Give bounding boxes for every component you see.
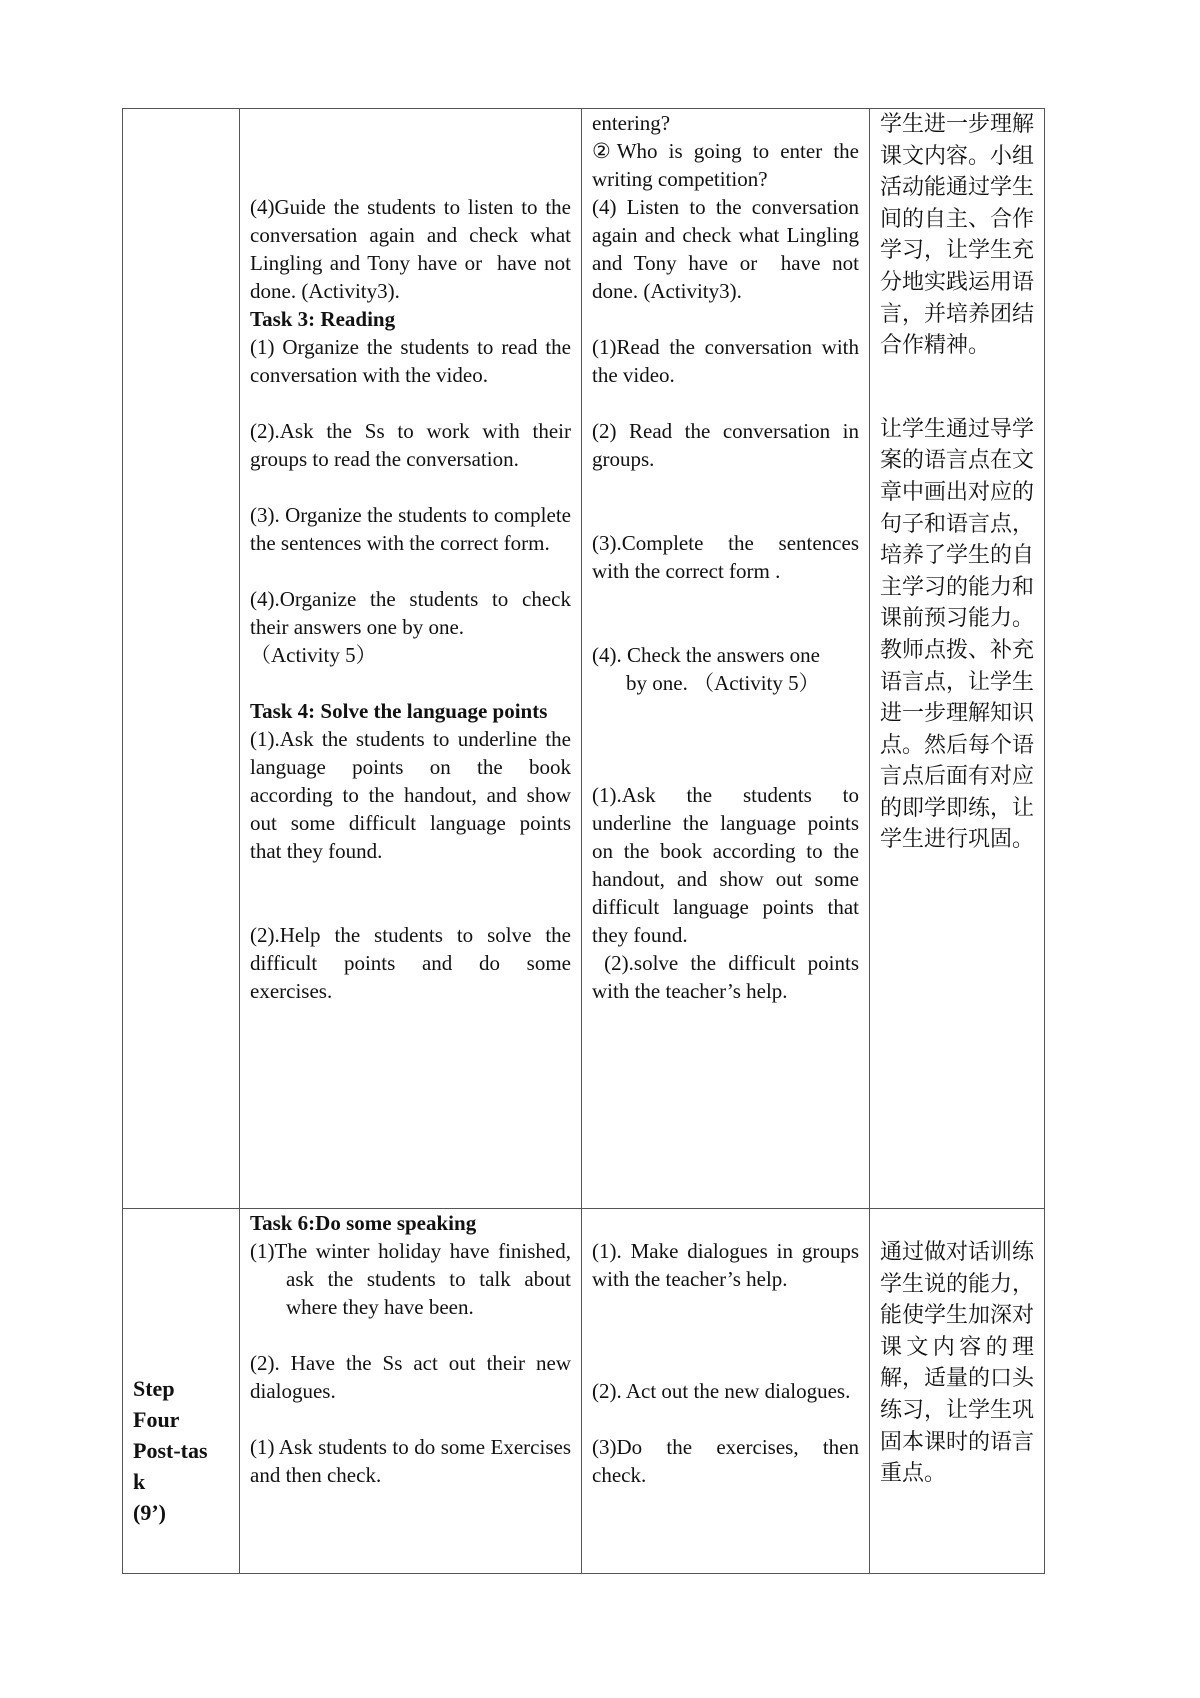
step-label-time: (9’) (133, 1500, 166, 1525)
student-do-exercises: (3)Do the exercises, then check. (592, 1435, 865, 1487)
student-who-question: ②Who is going to enter the writing competition? (592, 139, 865, 191)
student-solve-points: (2).solve the difficult points with the teacher’s help. (592, 951, 865, 1003)
student-listen-again: (4) Listen to the conversation again and check what Lingling and Tony have or have not done. (Activity3). (592, 195, 865, 303)
teacher-activity-cell (240, 109, 582, 1209)
teacher-activity-cell (240, 1209, 582, 1574)
task4-heading: Task 4: Solve the language points (250, 699, 548, 723)
student-act-out: (2). Act out the new dialogues. (592, 1379, 851, 1403)
student-read-video: (1)Read the conversation with the video. (592, 335, 865, 387)
teacher-solve-points: (2).Help the students to solve the difficult points and do some exercises. (250, 923, 577, 1003)
step-label-posttask: Post-tas (133, 1438, 208, 1463)
student-activity-cell (582, 109, 870, 1209)
student-activity-cell (582, 1209, 870, 1574)
step-cell (123, 1209, 240, 1574)
table-row (123, 109, 1045, 1209)
teacher-underline-points: (1).Ask the students to underline the language points on the book according to the handout, and show out some difficult language points that they found. (250, 727, 577, 863)
intent-cell (870, 1209, 1045, 1574)
task3-heading: Task 3: Reading (250, 307, 396, 331)
step-label-step: Step (133, 1376, 175, 1401)
step-label-k: k (133, 1469, 146, 1494)
step-label-four: Four (133, 1407, 180, 1432)
intent-cell (870, 109, 1045, 1209)
teacher-guide-listen: (4)Guide the students to listen to the conversation again and check what Lingling and Tony have or have not done. (Activity3). (250, 195, 577, 303)
teacher-organize-read: (1) Organize the students to read the conversation with the video. (250, 335, 577, 387)
teacher-exercises: (1) Ask students to do some Exercises and then check. (250, 1435, 577, 1487)
intent-group-activity: 学生进一步理解课文内容。小组活动能通过学生间的自主、合作学习，让学生充分地实践运用语言，并培养团结合作精神。 (880, 112, 1035, 359)
teacher-check-answers: (4).Organize the students to check their answers one by one. (250, 587, 577, 639)
student-make-dialogues: (1). Make dialogues in groups with the teacher’s help. (592, 1239, 865, 1291)
teacher-winter-holiday: (1)The winter holiday have finished, ask the students to talk about where they have been. (250, 1239, 577, 1319)
student-entering: entering? (592, 111, 671, 135)
teacher-complete-sentences: (3). Organize the students to complete the sentences with the correct form. (250, 503, 577, 555)
lesson-plan-table (122, 108, 1045, 1574)
task6-heading: Task 6:Do some speaking (250, 1211, 477, 1235)
student-underline-points: (1).Ask the students to underline the language points on the book according to the handout, and show out some difficult language points that they found. (592, 783, 865, 947)
student-activity5: by one. （Activity 5） (626, 671, 820, 695)
student-read-groups: (2) Read the conversation in groups. (592, 419, 865, 471)
student-complete-sentences: (3).Complete the sentences with the correct form . (592, 531, 865, 583)
teacher-activity5: （Activity 5） (250, 643, 377, 667)
intent-language-points: 让学生通过导学案的语言点在文章中画出对应的句子和语言点，培养了学生的自主学习的能力和课前预习能力。教师点拨、补充语言点，让学生进一步理解知识点。然后每个语言点后面有对应的即学即练，让学生进行巩固。 (880, 416, 1035, 853)
student-check-answers: (4). Check the answers one (592, 643, 821, 667)
teacher-ask-groups: (2).Ask the Ss to work with their groups to read the conversation. (250, 419, 577, 471)
table-row (123, 1209, 1045, 1574)
intent-speaking: 通过做对话训练学生说的能力，能使学生加深对课文内容的理解，适量的口头练习，让学生巩固本课时的语言重点。 (880, 1240, 1035, 1487)
teacher-act-out: (2). Have the Ss act out their new dialogues. (250, 1351, 577, 1403)
step-cell-empty (123, 109, 240, 1209)
